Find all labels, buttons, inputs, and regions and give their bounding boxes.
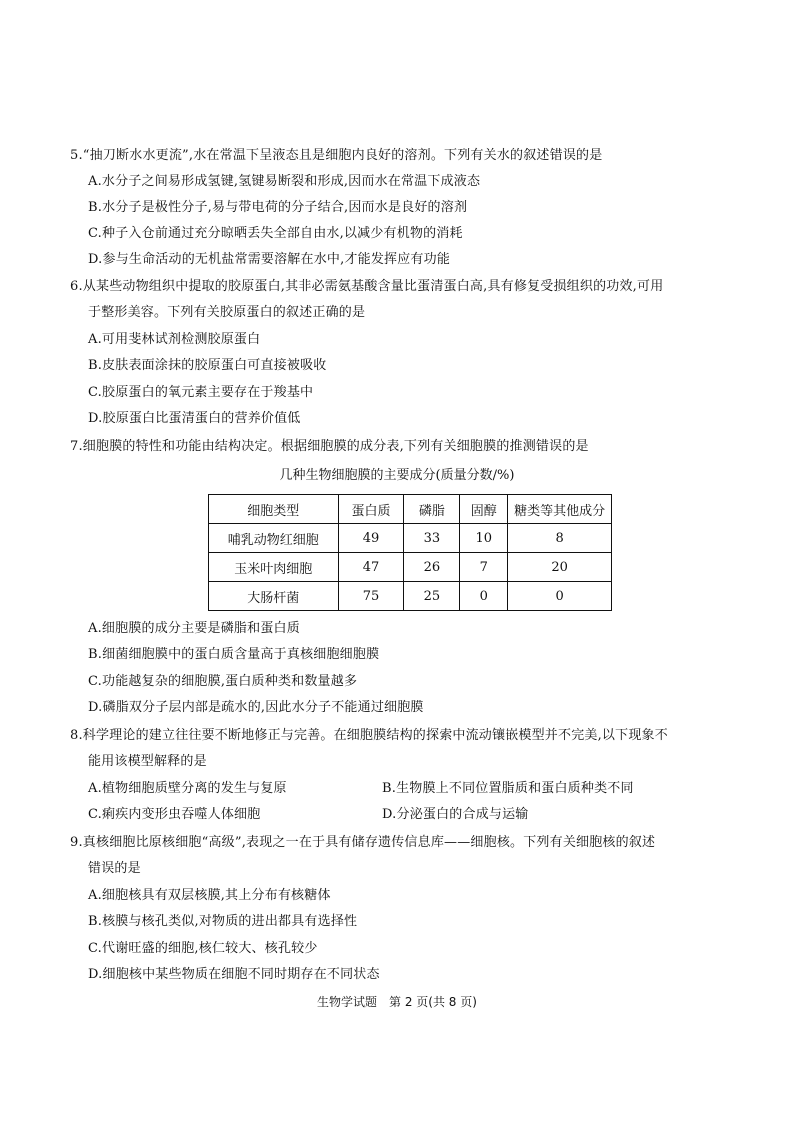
question-6-option-c: C.胶原蛋白的氧元素主要存在于羧基中 — [88, 385, 314, 400]
table-cell: 20 — [508, 553, 612, 582]
question-5-option-a: A.水分子之间易形成氢键,氢键易断裂和形成,因而水在常温下成液态 — [88, 174, 481, 189]
header-phospholipid: 磷脂 — [404, 495, 460, 524]
question-5-stem: 5.“抽刀断水水更流”,水在常温下呈液态且是细胞内良好的溶剂。下列有关水的叙述错误的是 — [70, 148, 603, 163]
table-cell: 哺乳动物红细胞 — [209, 524, 339, 553]
table-cell: 0 — [460, 582, 508, 611]
question-6-stem: 6.从某些动物组织中提取的胶原蛋白,其非必需氨基酸含量比蛋清蛋白高,具有修复受损组织的功效,可用 — [70, 279, 664, 294]
header-other: 糖类等其他成分 — [508, 495, 612, 524]
question-9-option-b: B.核膜与核孔类似,对物质的进出都具有选择性 — [88, 914, 358, 929]
table-cell: 0 — [508, 582, 612, 611]
table-cell: 49 — [338, 524, 404, 553]
membrane-composition-table — [208, 494, 612, 611]
question-5-option-b: B.水分子是极性分子,易与带电荷的分子结合,因而水是良好的溶剂 — [88, 200, 468, 215]
table-row — [209, 553, 612, 582]
question-6-option-d: D.胶原蛋白比蛋清蛋白的营养价值低 — [88, 411, 301, 426]
question-8-option-a: A.植物细胞质壁分离的发生与复原 — [88, 781, 287, 796]
question-6-stem-continued: 于整形美容。下列有关胶原蛋白的叙述正确的是 — [88, 305, 366, 320]
question-5-option-c: C.种子入仓前通过充分晾晒丢失全部自由水,以减少有机物的消耗 — [88, 226, 463, 241]
table-cell: 玉米叶肉细胞 — [209, 553, 339, 582]
page-footer: 生物学试题 第 2 页(共 8 页) — [317, 995, 477, 1009]
table-cell: 75 — [338, 582, 404, 611]
question-9-option-a: A.细胞核具有双层核膜,其上分布有核糖体 — [88, 888, 331, 903]
question-7-option-d: D.磷脂双分子层内部是疏水的,因此水分子不能通过细胞膜 — [88, 700, 424, 715]
question-6-option-a: A.可用斐林试剂检测胶原蛋白 — [88, 332, 261, 347]
question-7-option-b: B.细菌细胞膜中的蛋白质含量高于真核细胞细胞膜 — [88, 647, 380, 662]
table-cell: 10 — [460, 524, 508, 553]
table-row — [209, 524, 612, 553]
question-7-stem: 7.细胞膜的特性和功能由结构决定。根据细胞膜的成分表,下列有关细胞膜的推测错误的是 — [70, 439, 589, 454]
question-6-option-b: B.皮肤表面涂抹的胶原蛋白可直接被吸收 — [88, 358, 327, 373]
header-sterol: 固醇 — [460, 495, 508, 524]
question-9-option-c: C.代谢旺盛的细胞,核仁较大、核孔较少 — [88, 941, 318, 956]
table-cell: 47 — [338, 553, 404, 582]
table-cell: 26 — [404, 553, 460, 582]
header-protein: 蛋白质 — [338, 495, 404, 524]
table-cell: 大肠杆菌 — [209, 582, 339, 611]
question-9-stem: 9.真核细胞比原核细胞“高级”,表现之一在于具有储存遗传信息库——细胞核。下列有关细胞核的叙述 — [70, 835, 656, 850]
table-cell: 33 — [404, 524, 460, 553]
question-9-option-d: D.细胞核中某些物质在细胞不同时期存在不同状态 — [88, 967, 380, 982]
header-cell-type: 细胞类型 — [209, 495, 339, 524]
table-caption: 几种生物细胞膜的主要成分(质量分数/%) — [279, 468, 515, 483]
question-7-option-a: A.细胞膜的成分主要是磷脂和蛋白质 — [88, 621, 300, 636]
question-8-stem: 8.科学理论的建立往往要不断地修正与完善。在细胞膜结构的探索中流动镶嵌模型并不完美,以下现象不 — [70, 728, 668, 743]
question-8-stem-continued: 能用该模型解释的是 — [88, 754, 207, 769]
table-row — [209, 582, 612, 611]
question-8-option-b: B.生物膜上不同位置脂质和蛋白质种类不同 — [382, 781, 634, 796]
question-8-option-d: D.分泌蛋白的合成与运输 — [382, 807, 529, 822]
table-header-row — [209, 495, 612, 524]
table-cell: 25 — [404, 582, 460, 611]
table-cell: 7 — [460, 553, 508, 582]
table-cell: 8 — [508, 524, 612, 553]
question-8-option-c: C.痢疾内变形虫吞噬人体细胞 — [88, 807, 261, 822]
question-5-option-d: D.参与生命活动的无机盐常需要溶解在水中,才能发挥应有功能 — [88, 252, 451, 267]
question-7-option-c: C.功能越复杂的细胞膜,蛋白质种类和数量越多 — [88, 674, 358, 689]
question-9-stem-continued: 错误的是 — [88, 861, 141, 876]
